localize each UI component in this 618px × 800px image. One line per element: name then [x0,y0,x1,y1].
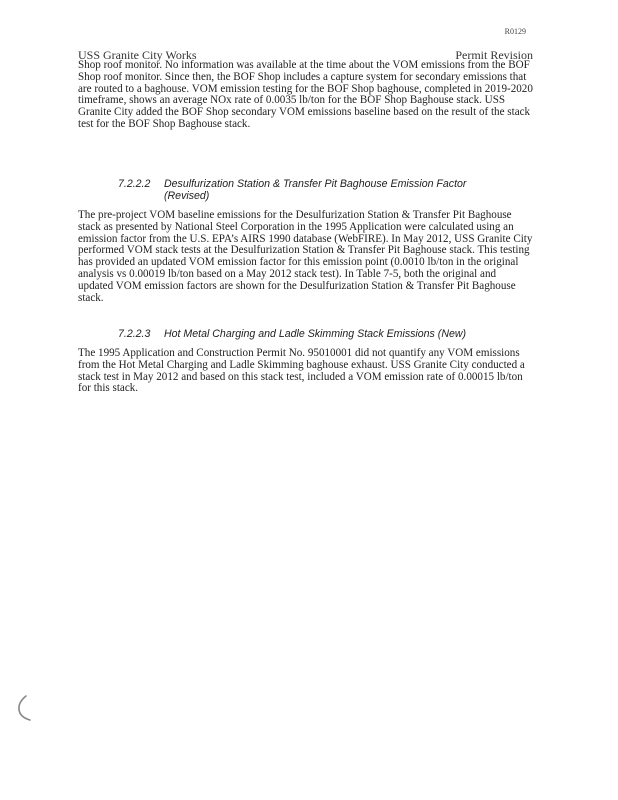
header-document-type: Permit Revision [455,48,533,62]
section-number: 7.2.2.3 [118,328,151,340]
paragraph-desulfurization: The pre-project VOM baseline emissions for the Desulfurization Station & Transfer Pit Baghouse stack as presented by National Steel Corporation in the 1995 Application were calculated using an emission factor from the U.S. EPA’s AIRS 1990 database (WebFIRE). In May 2012, USS Granite City performed VOM stack tests at the Desulfurization Station & Transfer Pit Baghouse stack. This testing has provided an updated VOM emission factor for this emission point (0.0010 lb/ton in the original analysis vs 0.00019 lb/ton based on a May 2012 stack test). In Table 7-5, both the original and updated VOM emission factors are shown for the Desulfurization Station & Transfer Pit Baghouse stack. [78,209,533,304]
paragraph-hot-metal: The 1995 Application and Construction Permit No. 95010001 did not quantify any VOM emissions from the Hot Metal Charging and Ladle Skimming baghouse exhaust. USS Granite City conducted a stack test in May 2012 and based on this stack test, included a VOM emission rate of 0.00015 lb/ton for this stack. [78,347,525,395]
scan-artifact-mark [12,692,52,732]
section-title: Hot Metal Charging and Ladle Skimming Stack Emissions (New) [164,328,467,340]
header-company: USS Granite City Works [78,48,197,62]
page-number: R0129 [504,27,526,36]
section-number: 7.2.2.2 [118,178,151,190]
paragraph-bof-shop: Shop roof monitor. No information was available at the time about the VOM emissions from the BOF Shop roof monitor. Since then, the BOF Shop includes a capture system for secondary emissions that are routed to a baghouse. VOM emission testing for the BOF Shop baghouse, completed in 2019-2020 timeframe, shows an average NOx rate of 0.0035 lb/ton for the BOF Shop Baghouse stack. USS Granite City added the BOF Shop secondary VOM emissions baseline based on the result of the stack test for the BOF Shop Baghouse stack. [78,59,533,130]
section-title: Desulfurization Station & Transfer Pit Baghouse Emission Factor (Revised) [164,178,467,202]
